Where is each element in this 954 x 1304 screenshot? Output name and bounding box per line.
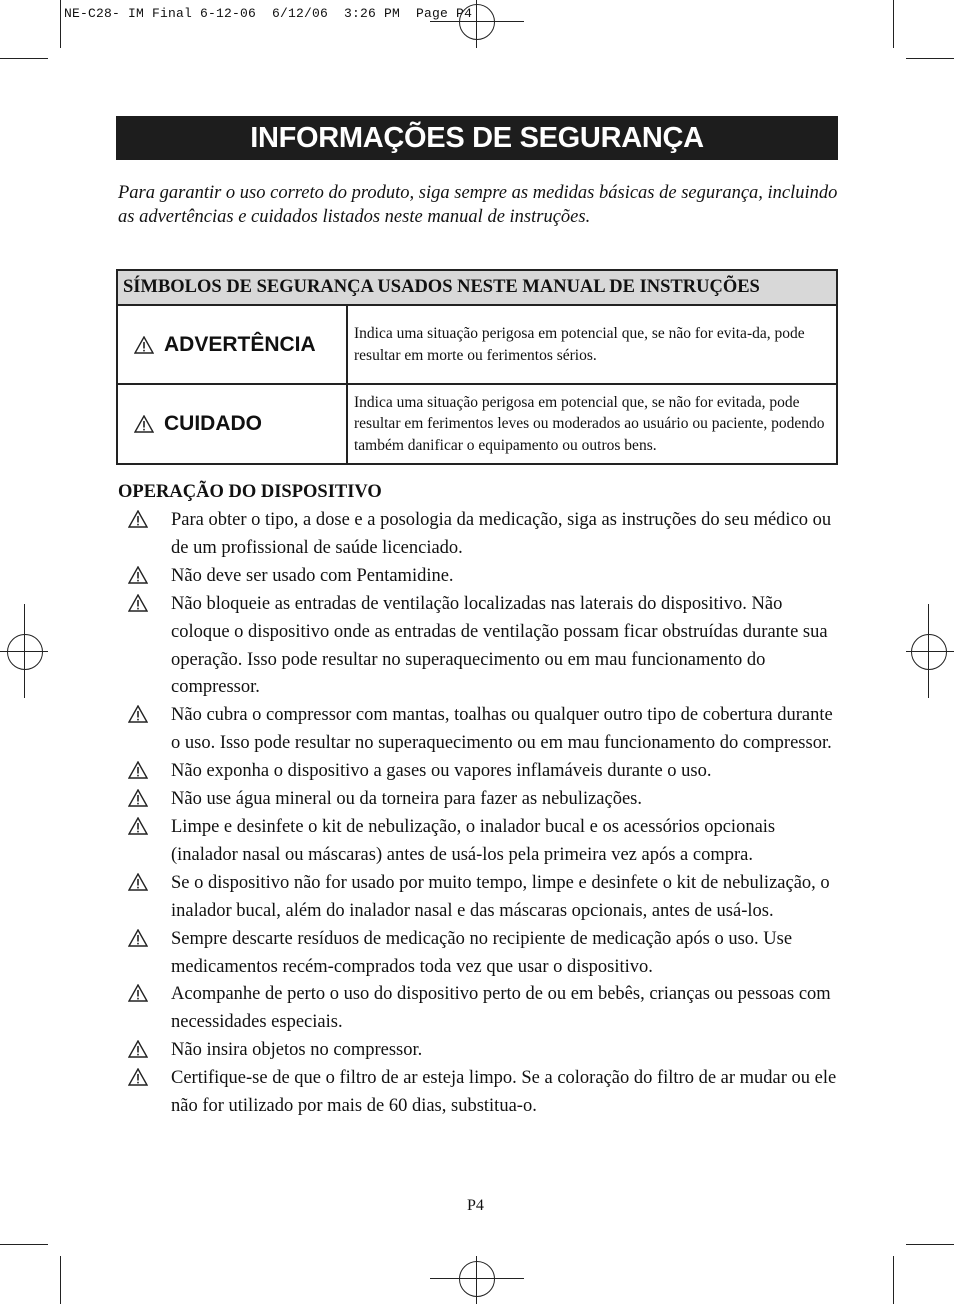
warning-triangle-icon <box>128 705 148 733</box>
list-item <box>118 786 838 814</box>
page-title: INFORMAÇÕES DE SEGURANÇA <box>250 121 704 154</box>
warning-triangle-icon <box>128 510 148 538</box>
crop-mark <box>60 1256 61 1304</box>
device-operation-section <box>118 482 838 1121</box>
warning-triangle-icon <box>128 929 148 957</box>
list-item-text: Sempre descarte resíduos de medicação no recipiente de medicação após o uso. Use medicamentos recém-comprados toda vez que usar o dispositivo. <box>171 928 793 977</box>
warning-triangle-icon <box>128 817 148 845</box>
warning-triangle-icon <box>128 594 148 622</box>
warning-triangle-icon <box>128 761 148 789</box>
list-item <box>118 702 838 758</box>
warning-triangle-icon <box>128 984 148 1012</box>
warning-triangle-icon <box>128 873 148 901</box>
page-number: P4 <box>467 1197 484 1214</box>
list-item-text: Não deve ser usado com Pentamidine. <box>171 565 454 586</box>
list-item-text: Não use água mineral ou da torneira para fazer as nebulizações. <box>171 789 643 810</box>
warning-description: Indica uma situação perigosa em potencial que, se não for evita-da, pode resultar em morte ou ferimentos sérios. <box>347 305 837 384</box>
list-item <box>118 981 838 1037</box>
warning-triangle-icon <box>128 1040 148 1068</box>
table-header: SÍMBOLOS DE SEGURANÇA USADOS NESTE MANUAL DE INSTRUÇÕES <box>117 270 837 305</box>
warning-triangle-icon <box>134 415 154 433</box>
crop-mark <box>60 0 61 48</box>
safety-symbols-table <box>116 269 838 465</box>
list-item-text: Não cubra o compressor com mantas, toalhas ou qualquer outro tipo de cobertura durante o uso. Isso pode resultar no superaquecimento ou em mau funcionamento do compressor. <box>171 705 833 754</box>
warning-triangle-icon <box>128 1068 148 1096</box>
print-slug: NE-C28- IM Final 6-12-06 6/12/06 3:26 PM Page P4 <box>64 6 473 21</box>
crop-mark <box>906 58 954 59</box>
warning-triangle-icon <box>128 789 148 817</box>
list-item <box>118 926 838 982</box>
crop-mark <box>0 1244 48 1245</box>
list-item-text: Se o dispositivo não for usado por muito tempo, limpe e desinfete o kit de nebulização, o inalador bucal, além do inalador nasal e das máscaras opcionais, antes de usá-los. <box>171 872 830 921</box>
list-item-text: Certifique-se de que o filtro de ar esteja limpo. Se a coloração do filtro de ar mudar ou ele não for utilizado por mais de 60 dias, substitua-o. <box>171 1068 837 1117</box>
list-item-text: Limpe e desinfete o kit de nebulização, o inalador bucal e os acessórios opcionais (inalador nasal ou máscaras) antes de usá-los pela primeira vez após a compra. <box>171 816 776 865</box>
caution-description: Indica uma situação perigosa em potencial que, se não for evitada, pode resultar em ferimentos leves ou moderados ao usuário ou paciente, podendo também danificar o equipamento ou outros bens. <box>347 384 837 464</box>
crop-mark <box>893 0 894 48</box>
list-item <box>118 563 838 591</box>
crop-mark <box>906 1244 954 1245</box>
crop-mark <box>0 58 48 59</box>
list-item-text: Não bloqueie as entradas de ventilação localizadas nas laterais do dispositivo. Não coloque o dispositivo onde as entradas de ventilação possam ficar obstruídas durante sua operação. Isso pode resultar no superaquecimento ou em mau funcionamento do compressor. <box>171 593 828 698</box>
crop-mark <box>893 1256 894 1304</box>
warning-label: ADVERTÊNCIA <box>164 332 316 356</box>
list-item-text: Acompanhe de perto o uso do dispositivo perto de ou em bebês, crianças ou pessoas com necessidades especiais. <box>171 984 831 1033</box>
list-item <box>118 507 838 563</box>
list-item <box>118 870 838 926</box>
list-item <box>118 758 838 786</box>
warning-triangle-icon <box>128 566 148 594</box>
warning-triangle-icon <box>134 336 154 354</box>
list-item-text: Não exponha o dispositivo a gases ou vapores inflamáveis durante o uso. <box>171 761 712 782</box>
warning-list <box>118 507 838 1121</box>
intro-paragraph: Para garantir o uso correto do produto, siga sempre as medidas básicas de segurança, incluindo as advertências e cuidados listados neste manual de instruções. <box>118 183 838 227</box>
table-row <box>117 384 837 464</box>
title-banner <box>116 116 838 160</box>
list-item <box>118 814 838 870</box>
list-item <box>118 1065 838 1121</box>
list-item-text: Para obter o tipo, a dose e a posologia da medicação, siga as instruções do seu médico ou de um profissional de saúde licenciado. <box>171 510 832 558</box>
caution-label: CUIDADO <box>164 412 262 435</box>
list-item <box>118 591 838 703</box>
list-item <box>118 1037 838 1065</box>
table-row <box>117 305 837 384</box>
section-heading: OPERAÇÃO DO DISPOSITIVO <box>118 482 382 502</box>
list-item-text: Não insira objetos no compressor. <box>171 1040 423 1061</box>
